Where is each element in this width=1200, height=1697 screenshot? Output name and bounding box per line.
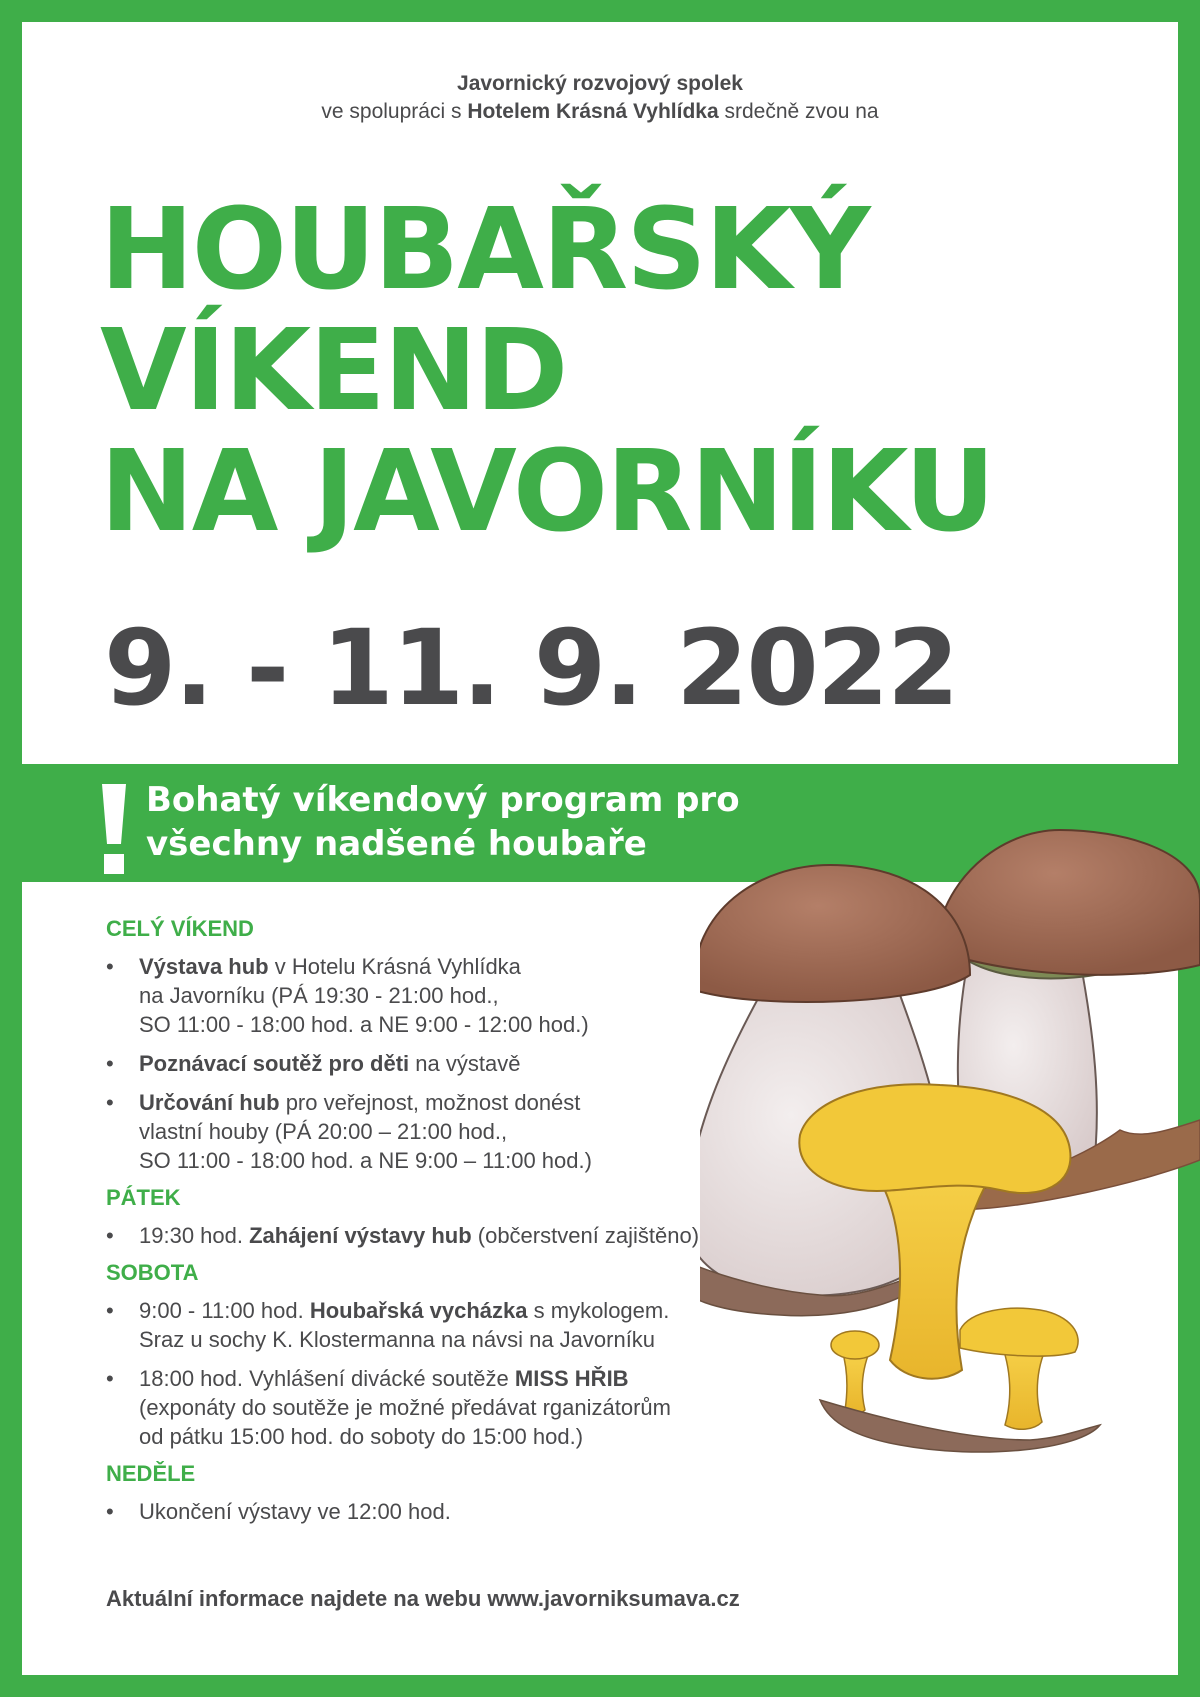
footer-info: Aktuální informace najdete na webu www.javorniksumava.cz — [106, 1586, 740, 1611]
organizers — [0, 70, 1200, 126]
section-sunday — [106, 1461, 866, 1526]
item-text: • Ukončení výstavy ve 12:00 hod. — [139, 1499, 451, 1524]
item-text: pro veřejnost, možnost donést — [279, 1090, 581, 1115]
list-item — [106, 1497, 866, 1526]
heading-friday: PÁTEK — [106, 1185, 181, 1210]
heading-saturday: SOBOTA — [106, 1260, 199, 1285]
item-text: 9:00 - 11:00 hod. — [139, 1298, 310, 1323]
title-line-1: HOUBAŘSKÝ — [100, 185, 869, 315]
banner-line-1: Bohatý víkendový program pro — [146, 780, 740, 820]
item-bold: Poznávací soutěž pro děti — [139, 1051, 410, 1076]
list-weekend — [106, 952, 866, 1175]
item-line: Sraz u sochy K. Klostermanna na návsi na Javorníku — [139, 1327, 656, 1352]
program — [106, 916, 866, 1526]
banner-text — [146, 778, 740, 866]
list-saturday — [106, 1296, 866, 1451]
item-text: v Hotelu Krásná Vyhlídka — [268, 954, 521, 979]
list-item — [106, 1088, 866, 1175]
item-line: na Javorníku (PÁ 19:30 - 21:00 hod., — [139, 983, 499, 1008]
item-line: SO 11:00 - 18:00 hod. a NE 9:00 – 11:00 hod.) — [139, 1148, 592, 1173]
event-date: 9. - 11. 9. 2022 — [104, 607, 958, 729]
collab-prefix: ve spolupráci s — [321, 100, 462, 123]
item-bold: Výstava hub — [139, 954, 269, 979]
section-saturday — [106, 1260, 866, 1451]
section-friday — [106, 1185, 866, 1250]
collab-suffix: srdečně zvou na — [724, 100, 879, 123]
item-text: 18:00 hod. Vyhlášení divácké soutěže — [139, 1366, 515, 1391]
item-bold: Určování hub — [139, 1090, 280, 1115]
list-item — [106, 1221, 866, 1250]
item-line: od pátku 15:00 hod. do soboty do 15:00 hod.) — [139, 1424, 584, 1449]
title-line-3: NA JAVORNÍKU — [100, 427, 994, 557]
item-text: s mykologem. — [527, 1298, 670, 1323]
item-text: (občerstvení zajištěno) — [471, 1223, 700, 1248]
heading-sunday: NEDĚLE — [106, 1461, 196, 1486]
item-line: vlastní houby (PÁ 20:00 – 21:00 hod., — [139, 1119, 508, 1144]
section-weekend — [106, 916, 866, 1175]
list-item — [106, 1049, 866, 1078]
item-line: (exponáty do soutěže je možné předávat rganizátorům — [139, 1395, 671, 1420]
list-item — [106, 1296, 866, 1354]
list-sunday — [106, 1497, 866, 1526]
item-line: SO 11:00 - 18:00 hod. a NE 9:00 - 12:00 hod.) — [139, 1012, 589, 1037]
item-bold: MISS HŘIB — [514, 1366, 629, 1391]
exclamation-icon — [100, 784, 128, 876]
banner-line-2: všechny nadšené houbaře — [146, 824, 647, 864]
list-item — [106, 1364, 866, 1451]
collab-hotel: Hotelem Krásná Vyhlídka — [467, 100, 719, 123]
title-line-2: VÍKEND — [100, 306, 567, 436]
organizer-name: Javornický rozvojový spolek — [457, 72, 743, 95]
item-text: 19:30 hod. — [139, 1223, 250, 1248]
event-title — [100, 185, 1160, 557]
item-text: na výstavě — [409, 1051, 521, 1076]
list-item — [106, 952, 866, 1039]
list-friday — [106, 1221, 866, 1250]
item-bold: Zahájení výstavy hub — [249, 1223, 472, 1248]
heading-weekend: CELÝ VÍKEND — [106, 916, 254, 941]
item-bold: Houbařská vycházka — [309, 1298, 528, 1323]
